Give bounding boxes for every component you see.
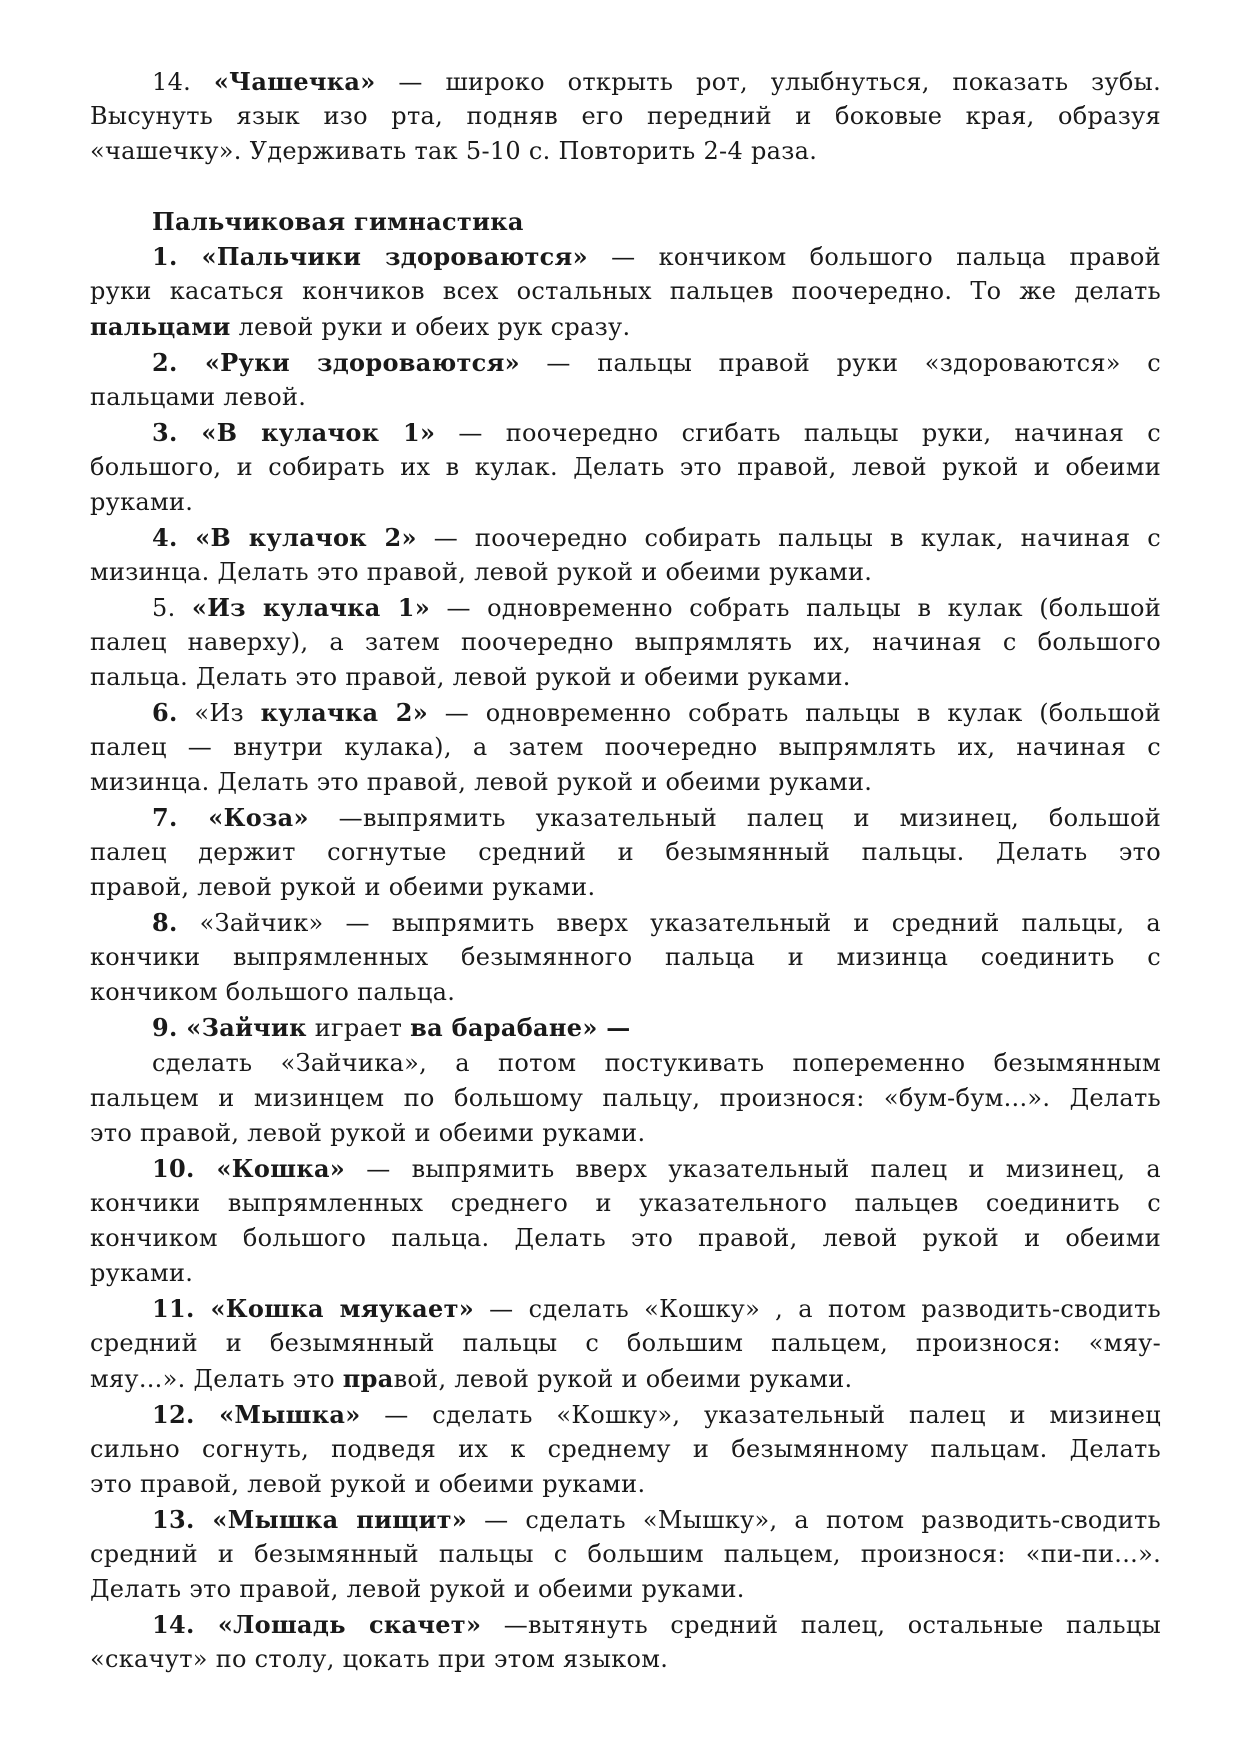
text-line [90,590,1161,625]
text: — пальцы правой руки «здороваются» с [519,349,1161,377]
text-line [90,1467,1161,1502]
text: играет [306,1014,411,1042]
text-line [90,1116,1161,1151]
bold-text: 6. [152,698,178,727]
text-line [90,940,1161,975]
text-line [90,1502,1161,1537]
text: палец — внутри кулака), а затем поочередно выпрямлять их, начиная с [90,733,1161,761]
text: правой, левой рукой и обеими руками. [90,873,596,901]
bold-text: 13. «Мышка пищит» [152,1505,468,1534]
text-line [90,1010,1161,1046]
bold-text: 11. «Кошка мяукает» [152,1294,475,1323]
bold-text: пра [342,1364,394,1393]
text-line [90,1081,1161,1116]
text-line [90,730,1161,765]
exercise-4 [90,520,1161,590]
text: — сделать «Мышку», а потом разводить-сводить [467,1506,1161,1534]
text-line [90,1361,1161,1397]
text: средний и безымянный пальцы с большим пальцем, произнося: «мяу- [90,1329,1161,1357]
bold-text: Пальчиковая гимнастика [152,207,524,236]
bold-text: «Из кулачка 1» [191,593,431,622]
text-line [90,625,1161,660]
text: —вытянуть средний палец, остальные пальцы [481,1611,1161,1639]
text-line [90,64,1161,99]
text-line [90,1607,1161,1642]
exercise-7 [90,800,1161,905]
text-line [90,204,1161,239]
bold-text: 8. [152,908,178,937]
text-line [90,1291,1161,1326]
text: —выпрямить указательный палец и мизинец, большой [308,804,1161,832]
document-page [90,64,1161,1677]
text-line [90,415,1161,450]
text: руками. [90,488,194,516]
text-line [90,1432,1161,1467]
text: кончиком большого пальца. [90,978,456,1006]
text: — одновременно собрать пальцы в кулак (большой [430,594,1161,622]
exercise-5 [90,590,1161,695]
exercise-1 [90,239,1161,345]
text: 5. [152,594,192,622]
bold-text: 3. «В кулачок 1» [152,418,436,447]
text: палец наверху), а затем поочередно выпрямлять их, начиная с большого [90,628,1161,656]
bold-text: ва барабане» — [410,1013,631,1042]
text-line [90,695,1161,730]
text: «Зайчик» — выпрямить вверх указательный и средний пальцы, а [177,909,1161,937]
text: средний и безымянный пальцы с большим пальцем, произнося: «пи-пи...». [90,1540,1161,1568]
text-line [90,870,1161,905]
text: Высунуть язык изо рта, подняв его передний и боковые края, образуя [90,102,1161,130]
text: сильно согнуть, подведя их к среднему и безымянному пальцам. Делать [90,1435,1161,1463]
text-line [90,134,1161,169]
text-line [90,1326,1161,1361]
text: руками. [90,1259,194,1287]
text-line [90,274,1161,309]
text-line [90,835,1161,870]
text-line [90,660,1161,695]
exercise-2 [90,345,1161,415]
bold-text: 9. «Зайчик [152,1013,307,1042]
bold-text: 4. «В кулачок 2» [152,523,417,552]
text: большого, и собирать их в кулак. Делать это правой, левой рукой и обеими [90,453,1161,481]
text: кончики выпрямленных среднего и указательного пальцев соединить с [90,1189,1161,1217]
bold-text: кулачка 2» [260,698,429,727]
exercise-13 [90,1502,1161,1607]
text-line [90,1221,1161,1256]
text-line [90,1046,1161,1081]
text: пальца. Делать это правой, левой рукой и обеими руками. [90,663,851,691]
text-line [90,380,1161,415]
text: — кончиком большого пальца правой [587,243,1161,271]
text-line [90,1397,1161,1432]
text-line [90,1186,1161,1221]
text: пальцем и мизинцем по большому пальцу, произнося: «бум-бум...». Делать [90,1084,1161,1112]
text: Делать это правой, левой рукой и обеими руками. [90,1575,745,1603]
section-heading [90,204,1161,239]
text: — широко открыть рот, улыбнуться, показать зубы. [375,68,1162,96]
exercise-10 [90,1151,1161,1291]
text-line [90,520,1161,555]
text-line [90,450,1161,485]
text-line [90,1151,1161,1186]
text: мизинца. Делать это правой, левой рукой и обеими руками. [90,558,873,586]
bold-text: 1. «Пальчики здороваются» [152,242,588,271]
text: — поочередно собирать пальцы в кулак, начиная с [416,524,1162,552]
text-line [90,309,1161,345]
text: левой руки и обеих рук сразу. [230,313,631,341]
text-line [90,1642,1161,1677]
text: «Из [177,699,261,727]
bold-text: 2. «Руки здороваются» [152,348,520,377]
bold-text: «Чашечка» [213,67,376,96]
text: — сделать «Кошку», указательный палец и мизинец [360,1401,1161,1429]
exercise-9-body [90,1046,1161,1151]
text: мяу...». Делать это [90,1365,343,1393]
exercise-6 [90,695,1161,800]
exercise-12 [90,1397,1161,1502]
text-line [90,345,1161,380]
text-line [90,485,1161,520]
text-line [90,99,1161,134]
text-line [90,1572,1161,1607]
exercise-8 [90,905,1161,1010]
bold-text: 10. «Кошка» [152,1154,346,1183]
bold-text: 14. «Лошадь скачет» [152,1610,482,1639]
text: это правой, левой рукой и обеими руками. [90,1119,646,1147]
text: — поочередно сгибать пальцы руки, начиная с [435,419,1161,447]
exercise-cup [90,64,1161,169]
text: вой, левой рукой и обеими руками. [393,1365,853,1393]
text: сделать «Зайчика», а потом постукивать попеременно безымянным [152,1049,1161,1077]
exercise-14 [90,1607,1161,1677]
text: — выпрямить вверх указательный палец и мизинец, а [345,1155,1161,1183]
exercise-3 [90,415,1161,520]
text-line [90,905,1161,940]
text: палец держит согнутые средний и безымянный пальцы. Делать это [90,838,1161,866]
text: руки касаться кончиков всех остальных пальцев поочередно. То же делать [90,277,1161,305]
text: «чашечку». Удерживать так 5-10 с. Повторить 2-4 раза. [90,137,818,165]
text-line [90,239,1161,274]
text-line [90,975,1161,1010]
text: пальцами левой. [90,383,307,411]
bold-text: 12. «Мышка» [152,1400,361,1429]
exercise-9-title [90,1010,1161,1046]
exercise-11 [90,1291,1161,1397]
text-line [90,1537,1161,1572]
text-line [90,1256,1161,1291]
text-line [90,800,1161,835]
text: кончиком большого пальца. Делать это правой, левой рукой и обеими [90,1224,1161,1252]
bold-text: пальцами [90,312,231,341]
text-line [90,765,1161,800]
text: «скачут» по столу, цокать при этом языком. [90,1645,669,1673]
text: это правой, левой рукой и обеими руками. [90,1470,646,1498]
text: — сделать «Кошку» , а потом разводить-сводить [474,1295,1162,1323]
text: 14. [152,68,214,96]
bold-text: 7. «Коза» [152,803,309,832]
text: мизинца. Делать это правой, левой рукой и обеими руками. [90,768,873,796]
text: кончики выпрямленных безымянного пальца и мизинца соединить с [90,943,1161,971]
text-line [90,555,1161,590]
text: — одновременно собрать пальцы в кулак (большой [428,699,1161,727]
